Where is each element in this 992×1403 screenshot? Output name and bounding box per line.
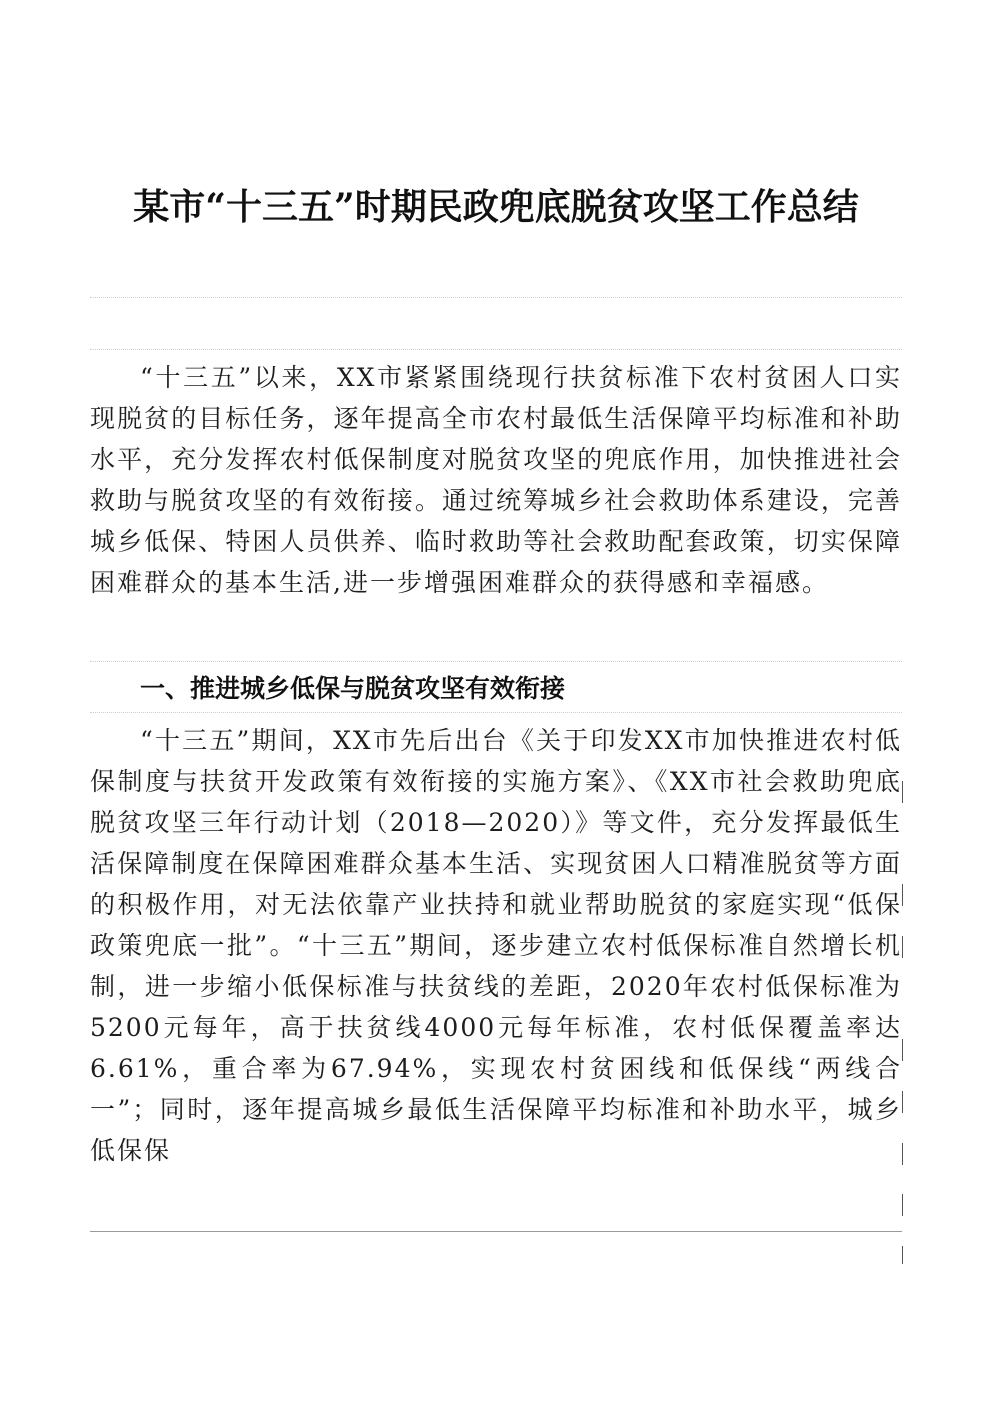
intro-paragraph: “十三五”以来，XX市紧紧围绕现行扶贫标准下农村贫困人口实现脱贫的目标任务，逐年提高全市农村最低生活保障平均标准和补助水平，充分发挥农村低保制度对脱贫攻坚的兜底作用，加快推进社会救助与脱贫攻坚的有效衔接。通过统筹城乡社会救助体系建设，完善城乡低保、特困人员供养、临时救助等社会救助配套政策，切实保障困难群众的基本生活,进一步增强困难群众的获得感和幸福感。 bbox=[90, 363, 902, 597]
section-heading: 一、推进城乡低保与脱贫攻坚有效衔接 bbox=[140, 674, 566, 703]
divider bbox=[90, 297, 902, 298]
divider bbox=[90, 349, 902, 350]
section-paragraph: “十三五”期间，XX市先后出台《关于印发XX市加快推进农村低保制度与扶贫开发政策有效衔接的实施方案》、《XX市社会救助兜底脱贫攻坚三年行动计划（2018—2020）》等文件，充分发挥最低生活保障制度在保障困难群众基本生活、实现贫困人口精准脱贫等方面的积极作用，对无法依靠产业扶持和就业帮助脱贫的家庭实现“低保政策兜底一批”。“十三五”期间，逐步建立农村低保标准自然增长机制，进一步缩小低保标准与扶贫线的差距，2020年农村低保标准为5200元每年，高于扶贫线4000元每年标准，农村低保覆盖率达6.61%，重合率为67.94%，实现农村贫困线和低保线“两线合一”；同时，逐年提高城乡最低生活保障平均标准和补助水平，城乡低保保 bbox=[90, 726, 902, 1165]
document-title: 某市“十三五”时期民政兜底脱贫攻坚工作总结 bbox=[133, 186, 859, 229]
divider bbox=[90, 712, 902, 713]
divider bbox=[90, 661, 902, 662]
text-boundary-marks bbox=[896, 773, 936, 1233]
page-bottom-rule bbox=[90, 1231, 902, 1232]
